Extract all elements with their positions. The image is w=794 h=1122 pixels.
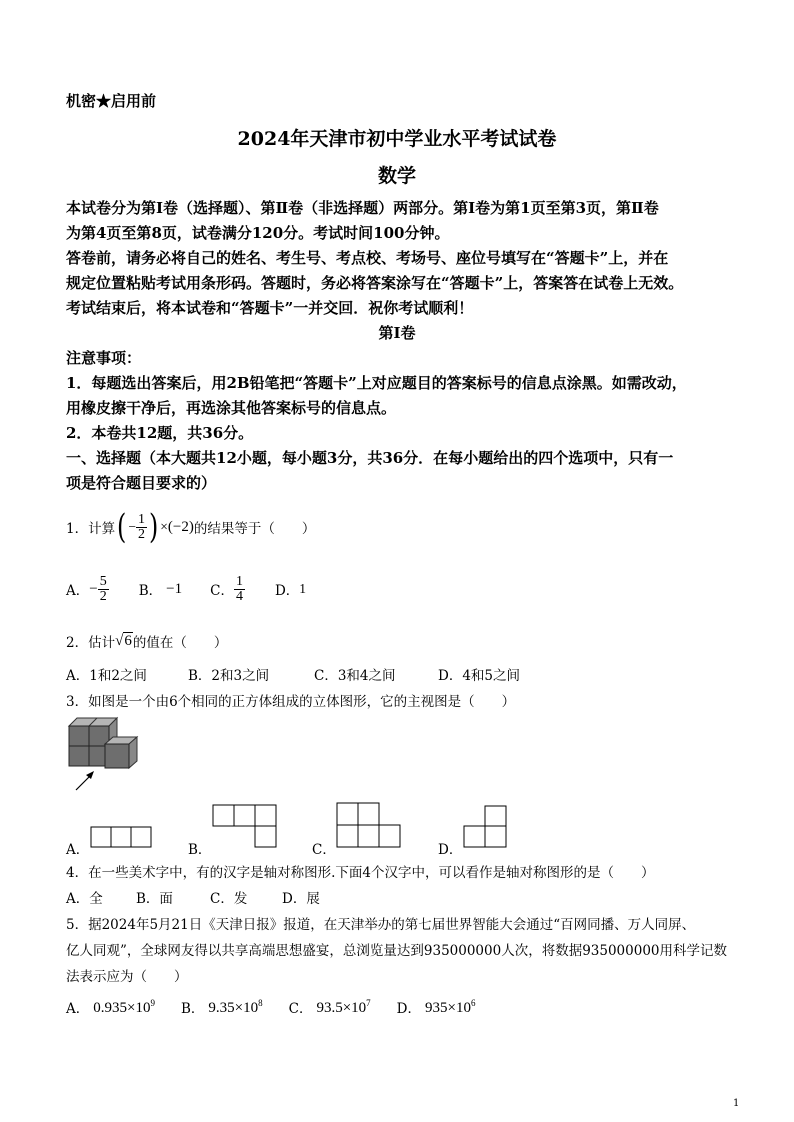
q5-option-d-label: D． xyxy=(396,1001,421,1017)
q3-option-c-figure xyxy=(336,802,402,848)
subject-title: 数学 xyxy=(377,165,416,187)
q1-times: × xyxy=(160,519,168,534)
q2-option-a: A．1和2之间 xyxy=(66,668,147,684)
intro-line-1: 本试卷分为第Ⅰ卷（选择题）、第Ⅱ卷（非选择题）两部分。第Ⅰ卷为第1页至第3页，第Ⅱ卷 xyxy=(66,199,659,217)
intro-line-5: 考试结束后，将本试卷和“答题卡”一并交回．祝你考试顺利！ xyxy=(66,299,474,317)
q5-option-d-exp: 6 xyxy=(470,997,476,1008)
q3-option-b-label: B． xyxy=(188,842,212,858)
question-4: 4．在一些美术字中，有的汉字是轴对称图形.下面4个汉字中，可以看作是轴对称图形的是（ ） xyxy=(66,865,655,881)
q1-suffix: 的结果等于（ ） xyxy=(193,521,316,537)
q2-option-d: D．4和5之间 xyxy=(438,668,521,684)
q3-option-d-figure xyxy=(462,805,508,848)
q5-option-d-base: 935×10 xyxy=(425,999,471,1016)
q3-option-d-label: D． xyxy=(438,842,463,858)
q1-option-a-num: 5 xyxy=(99,573,107,589)
question-1 xyxy=(66,507,315,547)
q5-option-a-base: 0.935×10 xyxy=(93,999,151,1016)
q1-option-c-fraction xyxy=(234,575,245,604)
q1-option-a-label: A． xyxy=(66,583,90,599)
q1-neg: − xyxy=(128,519,136,534)
q1-options xyxy=(66,567,306,611)
q5-option-a-value xyxy=(93,998,155,1017)
q3-option-c-label: C． xyxy=(312,842,336,858)
note-1b: 用橡皮擦干净后，再选涂其他答案标号的信息点。 xyxy=(66,399,397,417)
q5-option-b-base: 9.35×10 xyxy=(208,999,259,1016)
q2-prefix: 2．估计 xyxy=(66,635,116,651)
page-title: 2024年天津市初中学业水平考试试卷 xyxy=(237,128,557,150)
q1-option-d-label: D． xyxy=(274,583,300,599)
q1-option-b-label: B． xyxy=(138,583,163,599)
q1-option-c-den: 4 xyxy=(235,588,243,604)
q4-option-d: D．展 xyxy=(282,891,320,907)
q2-suffix: 的值在（ ） xyxy=(132,635,228,651)
note-2: 2．本卷共12题，共36分。 xyxy=(66,424,254,442)
question-5-line-2: 亿人同观”，全球网友得以共享高端思想盛宴，总浏览量达到935000000人次，将数据935000000用科学记数 xyxy=(66,943,728,959)
q1-option-b-value: −1 xyxy=(166,580,183,597)
q3-option-a-figure xyxy=(90,826,154,848)
q1-fraction xyxy=(136,513,147,542)
q5-option-c-base: 93.5×10 xyxy=(316,999,367,1016)
q4-option-a: A．全 xyxy=(66,891,103,907)
q1-option-c-num: 1 xyxy=(235,573,243,589)
q1-option-c-label: C． xyxy=(210,583,234,599)
question-5-line-3: 法表示应为（ ） xyxy=(66,969,188,985)
q1-prefix: 1．计算 xyxy=(66,521,116,537)
q2-option-b: B．2和3之间 xyxy=(188,668,270,684)
part-1-instruction-a: 一、选择题（本大题共12小题，每小题3分，共36分．在每小题给出的四个选项中，只有一 xyxy=(66,449,674,467)
q5-option-a-exp: 9 xyxy=(150,997,155,1008)
q3-option-a-label: A． xyxy=(66,842,90,858)
note-1a: 1．每题选出答案后，用2B铅笔把“答题卡”上对应题目的答案标号的信息点涂黑。如需改动， xyxy=(66,374,687,392)
q4-option-b: B．面 xyxy=(136,891,173,907)
part-1-instruction-b: 项是符合题目要求的） xyxy=(66,474,217,492)
question-2 xyxy=(66,630,227,652)
intro-line-2: 为第4页至第8页，试卷满分120分。考试时间100分钟。 xyxy=(66,224,450,242)
section-title: 第Ⅰ卷 xyxy=(378,324,416,342)
q5-option-c-exp: 7 xyxy=(366,997,371,1008)
q1-paren-close: ) xyxy=(148,507,159,547)
q5-option-d-value xyxy=(425,998,475,1017)
q2-radicand: 6 xyxy=(124,633,132,649)
question-3: 3．如图是一个由6个相同的正方体组成的立体图形，它的主视图是（ ） xyxy=(66,694,516,710)
q5-options xyxy=(66,994,475,1020)
q1-neg2: (−2) xyxy=(167,518,194,535)
q1-option-a-den: 2 xyxy=(99,588,107,604)
q5-option-c-value xyxy=(316,998,370,1017)
q1-option-d-value: 1 xyxy=(299,581,307,596)
q1-paren-open: ( xyxy=(117,507,127,547)
notes-title: 注意事项： xyxy=(66,349,142,367)
q2-option-c: C．3和4之间 xyxy=(314,668,396,684)
intro-line-4: 规定位置粘贴考试用条形码。答题时，务必将答案涂写在“答题卡”上，答案答在试卷上无效。 xyxy=(66,274,684,292)
q4-option-c: C．发 xyxy=(210,891,248,907)
solid-figure-3d xyxy=(64,714,148,794)
q5-option-b-exp: 8 xyxy=(258,997,263,1008)
q3-option-b-figure xyxy=(212,804,278,848)
q5-option-b-label: B． xyxy=(180,1001,205,1017)
confidential-label: 机密★启用前 xyxy=(66,92,157,110)
q1-option-a-sign: − xyxy=(89,580,98,597)
intro-line-3: 答卷前，请务必将自己的姓名、考生号、考点校、考场号、座位号填写在“答题卡”上，并在 xyxy=(66,249,669,267)
q1-frac-num: 1 xyxy=(137,511,145,527)
sqrt-symbol: √ xyxy=(115,632,124,649)
q1-option-a-fraction xyxy=(98,575,109,604)
question-5-line-1: 5．据2024年5月21日《天津日报》报道，在天津举办的第七届世界智能大会通过“百网同播、万人同屏、 xyxy=(66,917,696,933)
q1-frac-den: 2 xyxy=(137,526,145,542)
page-number: 1 xyxy=(733,1098,740,1109)
q5-option-b-value xyxy=(208,998,262,1017)
q5-option-a-label: A． xyxy=(66,1001,90,1017)
q5-option-c-label: C． xyxy=(288,1001,313,1017)
